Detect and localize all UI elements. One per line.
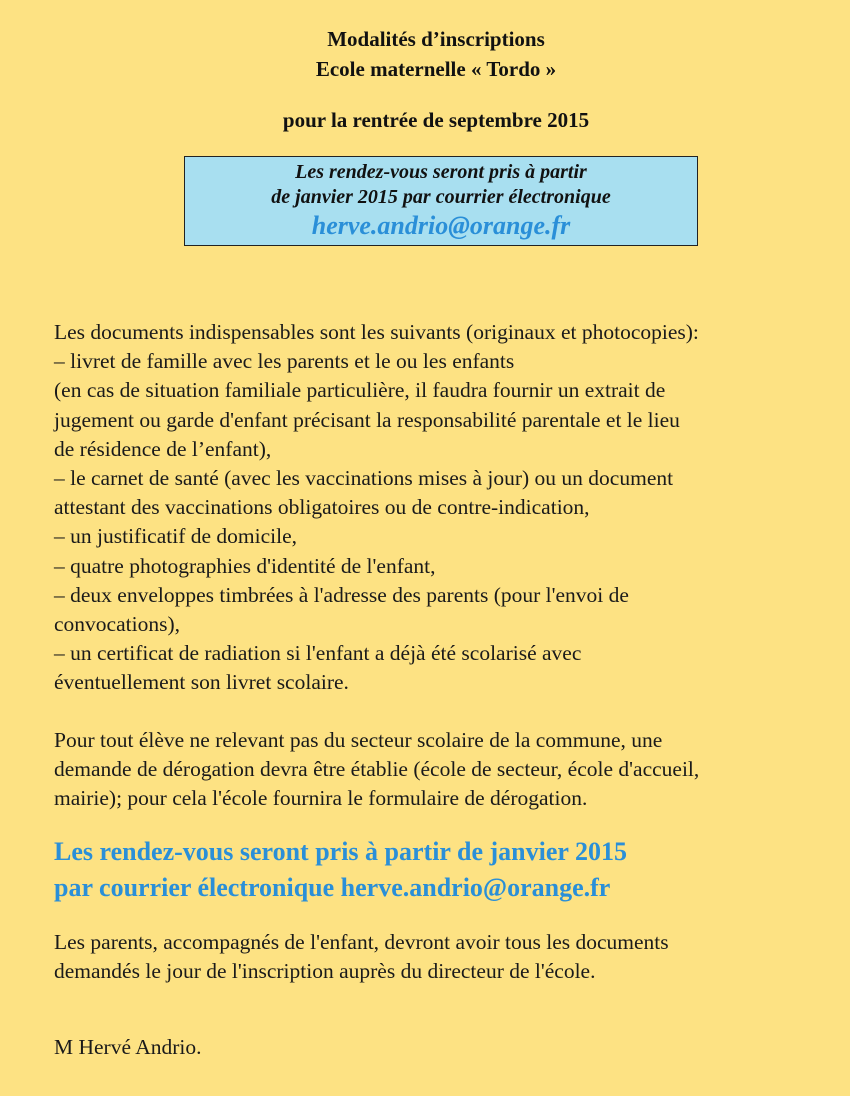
school-name: Ecole maternelle « Tordo » [315, 57, 557, 81]
highlight-line-1: Les rendez-vous seront pris à partir de janvier 2015 [54, 837, 627, 866]
derogation-line: Pour tout élève ne relevant pas du secteur scolaire de la commune, une [54, 728, 663, 752]
required-documents-paragraph [54, 318, 844, 698]
documents-line: Les documents indispensables sont les suivants (originaux et photocopies): [54, 320, 699, 344]
highlight-line-2: par courrier électronique herve.andrio@orange.fr [54, 873, 611, 902]
documents-line: – quatre photographies d'identité de l'enfant, [54, 553, 436, 578]
parents-note-paragraph [54, 928, 844, 986]
page-subtitle: pour la rentrée de septembre 2015 [282, 108, 590, 132]
notice-email-link[interactable]: herve.andrio@orange.fr [311, 211, 571, 240]
parents-note-line: Les parents, accompagnés de l'enfant, devront avoir tous les documents [54, 930, 669, 954]
derogation-line: mairie); pour cela l'école fournira le formulaire de dérogation. [54, 786, 588, 811]
documents-line: attestant des vaccinations obligatoires ou de contre-indication, [54, 495, 590, 520]
notice-line-1: Les rendez-vous seront pris à partir [295, 161, 587, 183]
parents-note-line: demandés le jour de l'inscription auprès du directeur de l'école. [54, 959, 596, 984]
documents-line: – un certificat de radiation si l'enfant a déjà été scolarisé avec [54, 641, 582, 666]
documents-line: éventuellement son livret scolaire. [54, 670, 349, 695]
appointment-notice-box [184, 156, 698, 246]
notice-line-2: de janvier 2015 par courrier électronique [271, 186, 611, 208]
documents-line: – deux enveloppes timbrées à l'adresse des parents (pour l'envoi de [54, 582, 629, 607]
documents-line: – un justificatif de domicile, [54, 524, 298, 549]
derogation-line: demande de dérogation devra être établie (école de secteur, école d'accueil, [54, 757, 700, 782]
documents-line: jugement ou garde d'enfant précisant la responsabilité parentale et le lieu [54, 407, 680, 432]
page-title: Modalités d’inscriptions [327, 27, 545, 51]
documents-line: – livret de famille avec les parents et le ou les enfants [54, 349, 515, 374]
documents-line: de résidence de l’enfant), [54, 436, 272, 461]
derogation-paragraph [54, 726, 844, 814]
signature: M Hervé Andrio. [54, 1035, 202, 1059]
appointment-highlight [54, 834, 844, 906]
documents-line: (en cas de situation familiale particulière, il faudra fournir un extrait de [54, 378, 666, 403]
documents-line: convocations), [54, 612, 180, 637]
documents-line: – le carnet de santé (avec les vaccinations mises à jour) ou un document [54, 466, 674, 491]
